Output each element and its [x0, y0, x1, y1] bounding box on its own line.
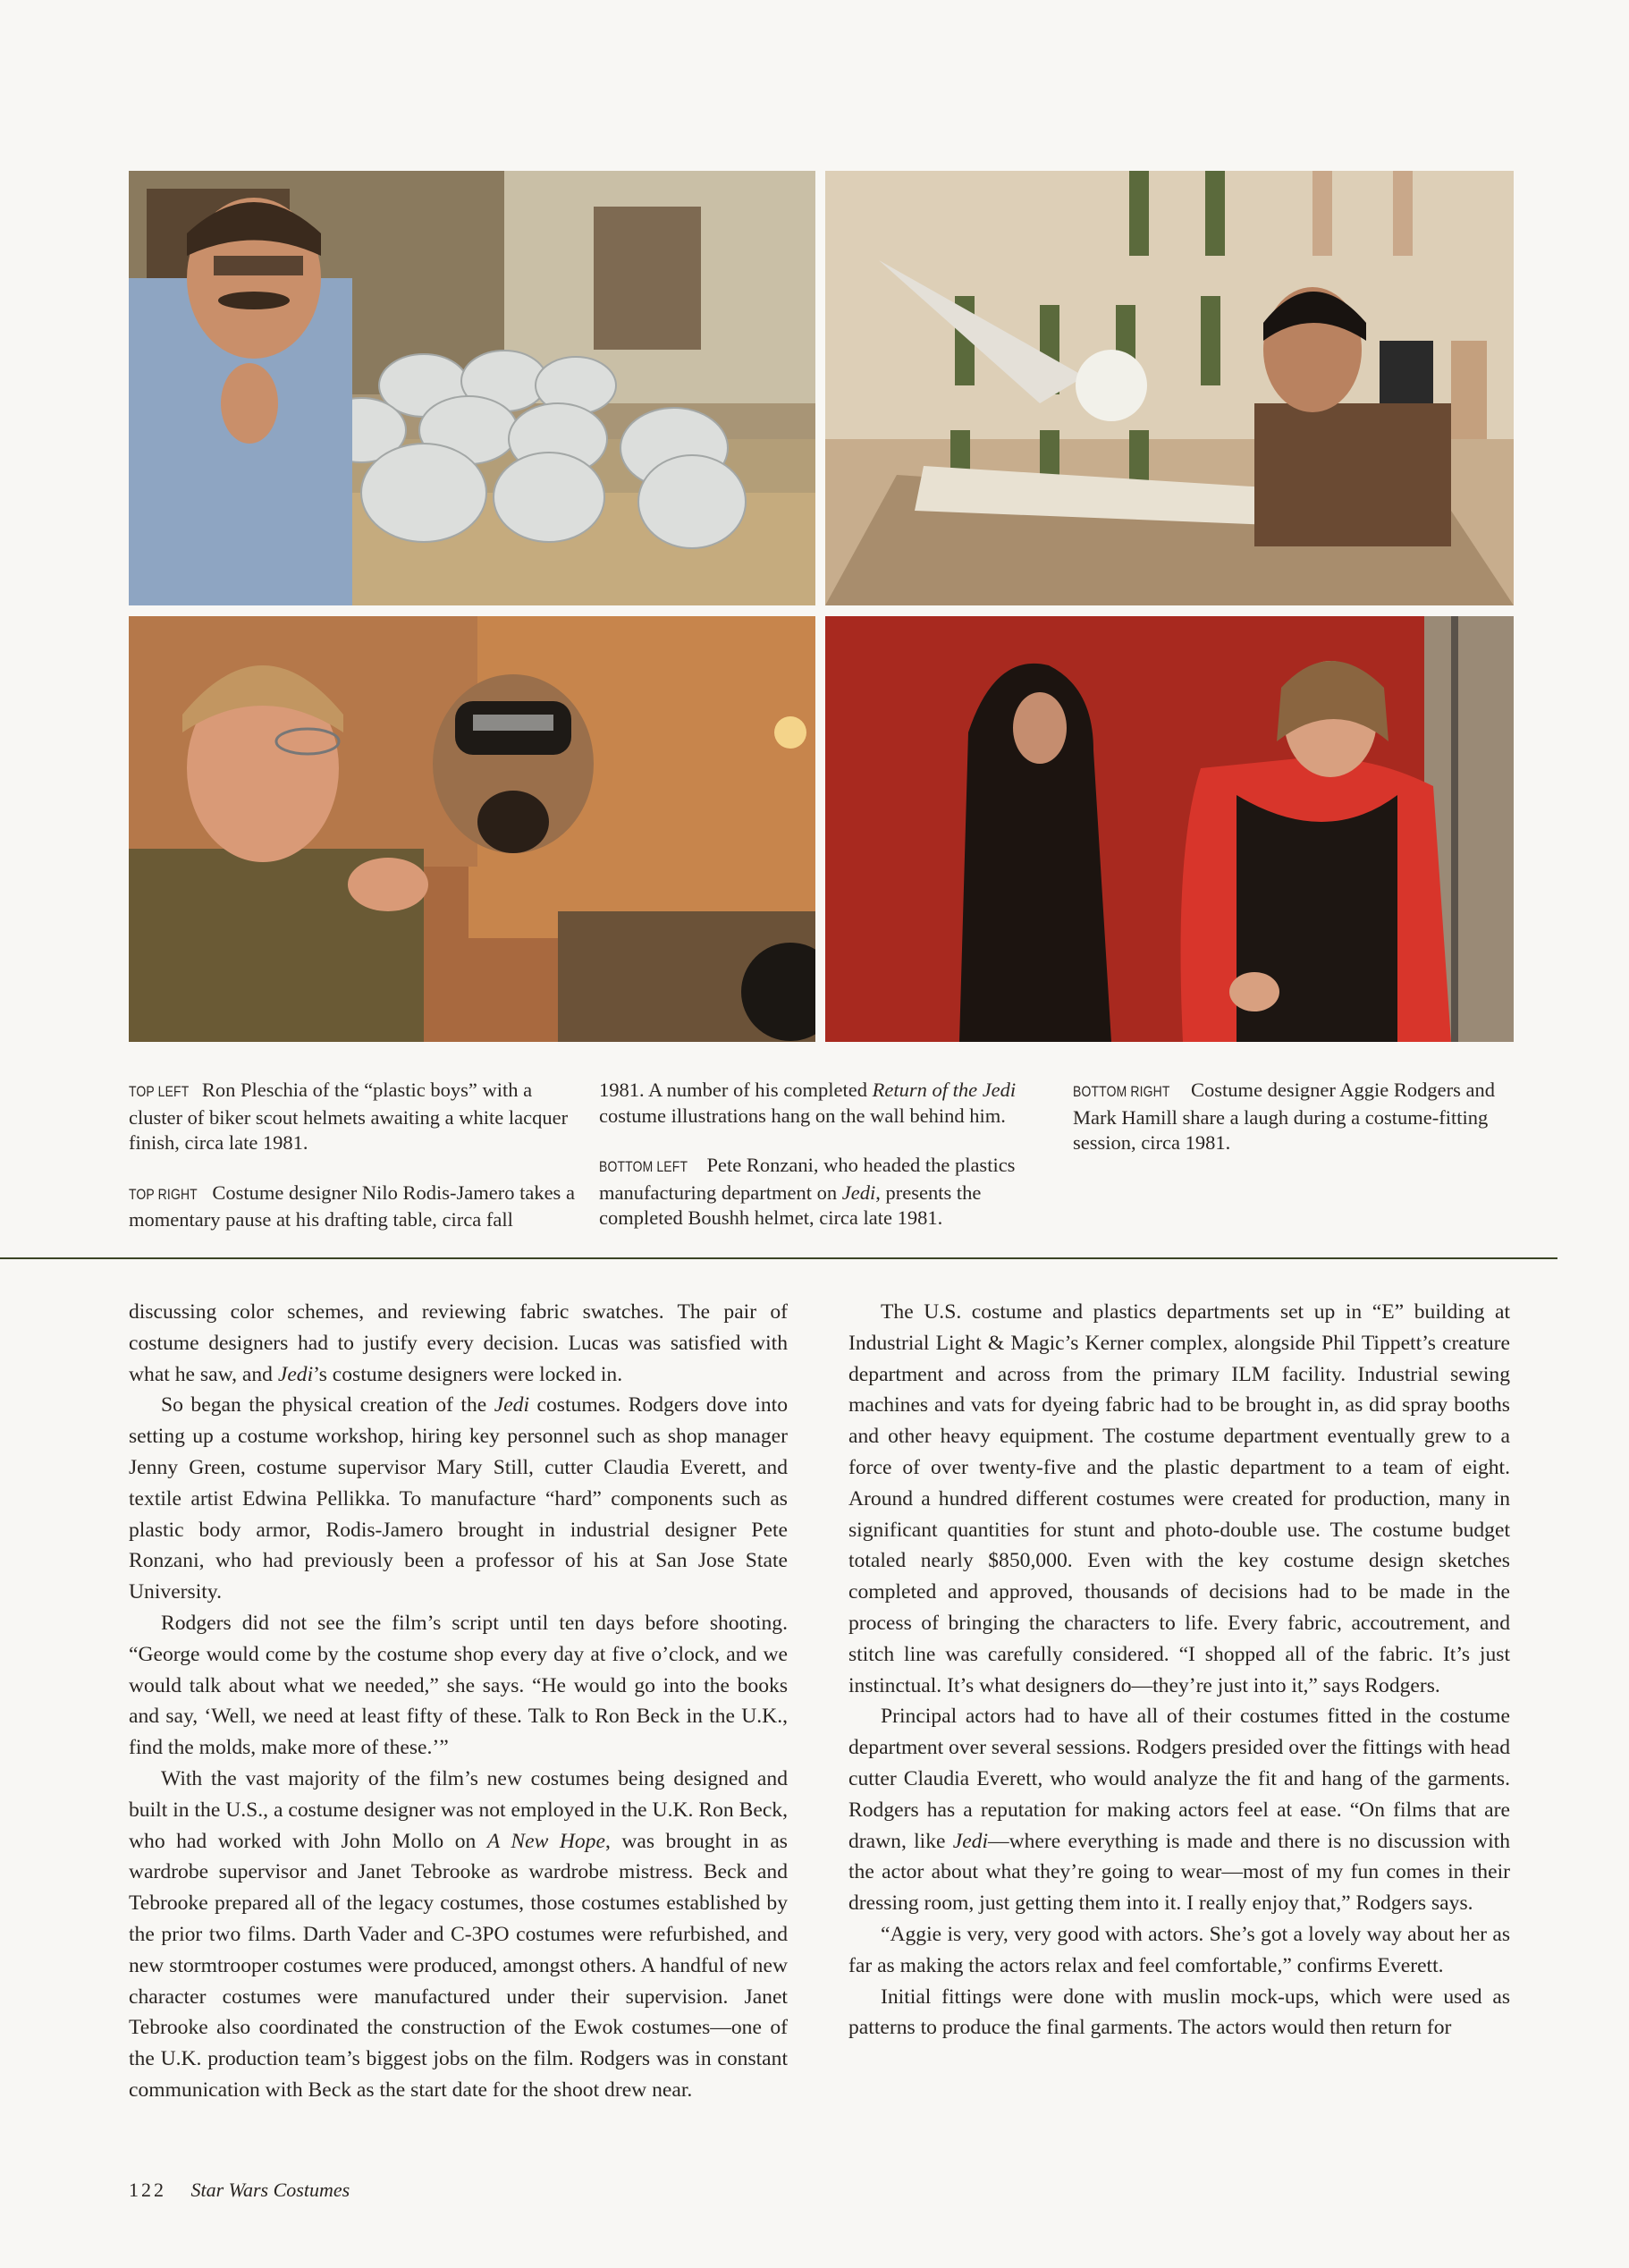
caption-top-left: [129, 1078, 576, 1156]
paragraph-text-italic: A New Hope: [486, 1829, 605, 1853]
caption-text: Ron Pleschia of the “plastic boys” with a cluster of biker scout helmets awaiting a white lacquer finish, circa late 1981.: [129, 1079, 569, 1154]
paragraph-text-italic: Jedi: [952, 1829, 989, 1853]
paragraph: [129, 1764, 788, 2106]
paragraph: [129, 1297, 788, 1390]
caption-text: costume illustrations hang on the wall behind him.: [599, 1104, 1006, 1127]
paragraph-text: —where everything is made and there is no discussion with the actor about what they’re going to wear—most of my fun comes in their dressing room, just getting them into it. I really enjoy that,” Rodgers says.: [848, 1829, 1510, 1916]
caption-column-1: [129, 1078, 576, 1257]
caption-text: , presents the completed Boushh helmet, circa late 1981.: [599, 1181, 982, 1229]
paragraph: [129, 1390, 788, 1608]
section-divider: [0, 1257, 1557, 1259]
caption-label: BOTTOM RIGHT: [1073, 1083, 1170, 1100]
caption-text: Costume designer Aggie Rodgers and Mark Hamill share a laugh during a costume-fitting session, circa 1981.: [1073, 1079, 1495, 1154]
caption-label: TOP RIGHT: [129, 1185, 198, 1203]
caption-column-2: [599, 1078, 1042, 1256]
paragraph: “Aggie is very, very good with actors. She’s got a lovely way about her as far as making the actors relax and feel comfortable,” confirms Everett.: [848, 1922, 1510, 1977]
paragraph-text: costumes. Rodgers dove into setting up a costume workshop, hiring key personnel such as shop manager Jenny Green, costume supervisor Mary Still, cutter Claudia Everett, and textile artist Edwina Pellikka. To manufacture “hard” components such as plastic body armor, Rodis-Jamero brought in industrial designer Pete Ronzani, who had previously been a professor of his at San Jose State University.: [129, 1393, 788, 1604]
paragraph-text: With the vast majority of the film’s new costumes being designed and built in the U.S., a costume designer was not employed in the U.K. Ron Beck, who had worked with John Mollo on: [129, 1766, 788, 1853]
caption-top-right-continued: [599, 1078, 1042, 1129]
caption-text: Pete Ronzani, who headed the plastics manufacturing department on: [599, 1154, 1016, 1204]
paragraph: [848, 1701, 1510, 1919]
caption-label: BOTTOM LEFT: [599, 1158, 688, 1175]
body-column-right: [848, 1297, 1510, 2044]
caption-top-right: [129, 1181, 576, 1233]
photo-top-left: [129, 171, 815, 605]
caption-column-3: [1073, 1078, 1515, 1181]
body-column-left: [129, 1297, 788, 2106]
paragraph-text: discussing color schemes, and reviewing fabric swatches. The pair of costume designers had to justify every decision. Lucas was satisfied with what he saw, and: [129, 1300, 788, 1386]
caption-text-italic: Jedi: [841, 1181, 876, 1204]
paragraph-text: ’s costume designers were locked in.: [313, 1362, 623, 1386]
caption-bottom-left: [599, 1153, 1042, 1231]
paragraph: Initial fittings were done with muslin mock-ups, which were used as patterns to produce the final garments. The actors would then return for: [848, 1984, 1510, 2040]
page-number: 122: [129, 2179, 166, 2201]
photo-top-right: [825, 171, 1514, 605]
paragraph-text: Principal actors had to have all of their costumes fitted in the costume department over several sessions. Rodgers presided over the fittings with head cutter Claudia Everett, who would analyze the fit and hang of the garments. Rodgers has a reputation for making actors feel at ease. “On films that are drawn, like: [848, 1705, 1510, 1853]
page-footer: [129, 2179, 350, 2202]
caption-text: Costume designer Nilo Rodis-Jamero takes a momentary pause at his drafting table, circa fall: [129, 1181, 575, 1231]
paragraph-text: So began the physical creation of the: [161, 1393, 494, 1418]
caption-bottom-right: [1073, 1078, 1515, 1156]
book-title: Star Wars Costumes: [190, 2179, 350, 2201]
caption-text: 1981. A number of his completed: [599, 1079, 873, 1101]
paragraph: Rodgers did not see the film’s script until ten days before shooting. “George would come by the costume shop every day at five o’clock, and we would talk about what we needed,” she says. “He would go into the books and say, ‘Well, we need at least fifty of these. Talk to Ron Beck in the U.K., find the molds, make more of these.’”: [129, 1611, 788, 1760]
paragraph-text-italic: Jedi: [494, 1393, 530, 1418]
paragraph: The U.S. costume and plastics departments set up in “E” building at Industrial Light & Magic’s Kerner complex, alongside Phil Tippett’s creature department and across from the primary ILM facility. Industrial sewing machines and vats for dyeing fabric had to be brought in, as did spray booths and other heavy equipment. The costume department eventually grew to a force of over twenty-five and the plastic department to a team of eight. Around a hundred different costumes were created for production, many in significant quantities for stunt and photo-double use. The costume budget totaled nearly $850,000. Even with the key costume design sketches completed and approved, thousands of decisions had to be made in the process of bringing the characters to life. Every fabric, accoutrement, and stitch line was carefully considered. “I shopped all of the fabric. It’s just instinctual. It’s what designers do—they’re just into it,” says Rodgers.: [848, 1300, 1510, 1697]
caption-label: TOP LEFT: [129, 1083, 190, 1100]
photo-bottom-left: [129, 616, 815, 1042]
caption-text-italic: Return of the Jedi: [872, 1079, 1017, 1101]
photo-bottom-right: [825, 616, 1514, 1042]
paragraph-text-italic: Jedi: [277, 1362, 314, 1386]
paragraph-text: , was brought in as wardrobe supervisor and Janet Tebrooke as wardrobe mistress. Beck and Tebrooke prepared all of the legacy costumes, those costumes established by the prior two films. Darth Vader and C-3PO costumes were refurbished, and new stormtrooper costumes were produced, amongst others. A handful of new character costumes were manufactured under their supervision. Janet Tebrooke also coordinated the construction of the Ewok costumes—one of the U.K. production team’s biggest jobs on the film. Rodgers was in constant communication with Beck as the start date for the shoot drew near.: [129, 1829, 788, 2102]
